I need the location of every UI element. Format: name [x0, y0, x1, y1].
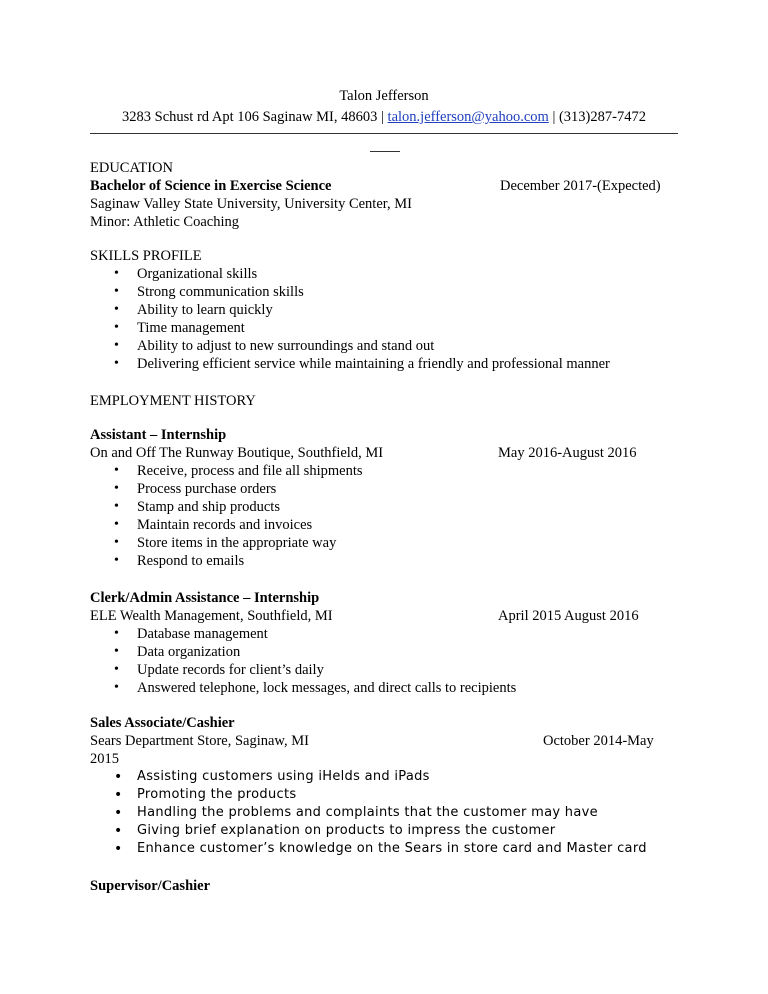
job-dates: October 2014-May: [543, 733, 654, 749]
list-item: • Store items in the appropriate way: [110, 534, 363, 552]
job-dates-wrap: 2015: [90, 751, 119, 767]
list-item: • Process purchase orders: [110, 480, 363, 498]
minor: Minor: Athletic Coaching: [90, 214, 240, 230]
applicant-name: Talon Jefferson: [339, 88, 429, 104]
email-link[interactable]: talon.jefferson@yahoo.com: [387, 109, 549, 125]
education-heading: EDUCATION: [90, 160, 173, 176]
list-item: • Enhance customer’s knowledge on the Sears in store card and Master card: [110, 840, 647, 858]
degree: Bachelor of Science in Exercise Science: [90, 178, 332, 194]
list-item: • Time management: [110, 319, 610, 337]
job-dates: April 2015 August 2016: [498, 608, 639, 624]
skills-list: [110, 265, 610, 373]
list-item: • Stamp and ship products: [110, 498, 363, 516]
job-duties: [110, 625, 516, 697]
list-item: • Assisting customers using iHelds and iPads: [110, 768, 647, 786]
job-duties: [110, 768, 647, 858]
job-place: ELE Wealth Management, Southfield, MI: [90, 608, 333, 624]
job-title: Sales Associate/Cashier: [90, 715, 235, 731]
skills-heading: SKILLS PROFILE: [90, 248, 202, 264]
list-item: • Update records for client’s daily: [110, 661, 516, 679]
list-item: • Answered telephone, lock messages, and direct calls to recipients: [110, 679, 516, 697]
job-place: On and Off The Runway Boutique, Southfield, MI: [90, 445, 384, 461]
job-title: Clerk/Admin Assistance – Internship: [90, 590, 320, 606]
employment-heading: EMPLOYMENT HISTORY: [90, 393, 256, 409]
job-place: Sears Department Store, Saginaw, MI: [90, 733, 309, 749]
job-title: Assistant – Internship: [90, 427, 227, 443]
divider-line: [90, 133, 678, 134]
list-item: • Ability to learn quickly: [110, 301, 610, 319]
list-item: • Strong communication skills: [110, 283, 610, 301]
phone: | (313)287-7472: [552, 109, 646, 125]
divider-line-end: [370, 151, 400, 152]
list-item: • Promoting the products: [110, 786, 647, 804]
list-item: • Data organization: [110, 643, 516, 661]
job-dates: May 2016-August 2016: [498, 445, 637, 461]
list-item: • Maintain records and invoices: [110, 516, 363, 534]
job-duties: [110, 462, 363, 570]
job-title: Supervisor/Cashier: [90, 878, 211, 894]
list-item: • Ability to adjust to new surroundings and stand out: [110, 337, 610, 355]
address: 3283 Schust rd Apt 106 Saginaw MI, 48603 |: [122, 109, 384, 125]
contact-line: [0, 108, 768, 126]
list-item: • Giving brief explanation on products to impress the customer: [110, 822, 647, 840]
list-item: • Receive, process and file all shipments: [110, 462, 363, 480]
list-item: • Handling the problems and complaints that the customer may have: [110, 804, 647, 822]
list-item: • Delivering efficient service while maintaining a friendly and professional manner: [110, 355, 610, 373]
list-item: • Respond to emails: [110, 552, 363, 570]
school: Saginaw Valley State University, University Center, MI: [90, 196, 412, 212]
list-item: • Database management: [110, 625, 516, 643]
list-item: • Organizational skills: [110, 265, 610, 283]
degree-date: December 2017-(Expected): [500, 178, 661, 194]
